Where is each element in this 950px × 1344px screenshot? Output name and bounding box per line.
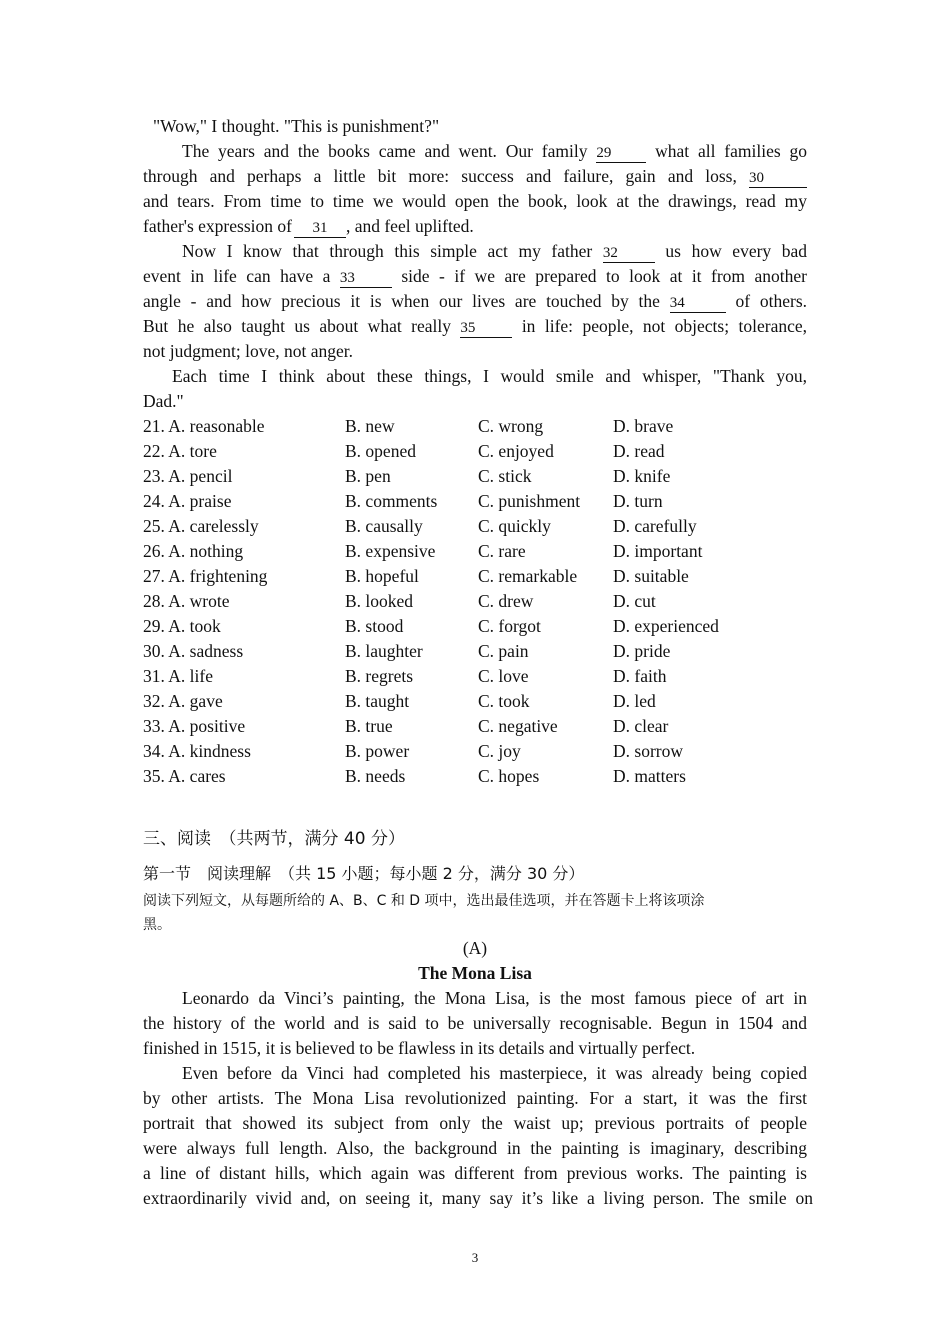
option-choice: B. true	[345, 716, 393, 736]
option-choice: D. pride	[613, 641, 671, 661]
option-choice: D. experienced	[613, 616, 719, 636]
passage-line	[172, 364, 807, 389]
passage-line	[143, 164, 807, 189]
option-row	[143, 464, 807, 489]
passage-line	[143, 389, 807, 414]
option-choice: D. led	[613, 691, 656, 711]
text: Now I know that through this simple act my father	[182, 241, 593, 261]
option-choice: C. hopes	[478, 766, 540, 786]
option-choice: B. expensive	[345, 541, 436, 561]
option-choice: B. comments	[345, 491, 438, 511]
page-number: 3	[471, 1250, 479, 1265]
passage-line	[182, 239, 807, 264]
option-row	[143, 514, 807, 539]
blank-33: 33	[340, 269, 392, 288]
text: father's expression of	[143, 216, 292, 236]
text: event in life can have a	[143, 266, 331, 286]
option-choice: C. pain	[478, 641, 529, 661]
text: and tears. From time to time we would open the book, look at the drawings, read my	[143, 191, 807, 211]
option-row	[143, 414, 807, 439]
text: us how every bad	[665, 241, 808, 261]
option-choice: 22. A. tore	[143, 441, 217, 461]
blank-35: 35	[460, 319, 512, 338]
option-choice: 24. A. praise	[143, 491, 232, 511]
option-choice: 30. A. sadness	[143, 641, 244, 661]
option-choice: D. faith	[613, 666, 667, 686]
option-choice: C. joy	[478, 741, 521, 761]
passage-line	[143, 214, 807, 239]
reading-title: The Mona Lisa	[418, 963, 532, 983]
option-choice: 31. A. life	[143, 666, 213, 686]
option-row	[143, 714, 807, 739]
text: side - if we are prepared to look at it from another	[401, 266, 808, 286]
text: not judgment; love, not anger.	[143, 341, 353, 361]
option-choice: D. brave	[613, 416, 674, 436]
option-choice: D. important	[613, 541, 703, 561]
option-choice: B. new	[345, 416, 395, 436]
option-choice: C. negative	[478, 716, 558, 736]
option-choice: 25. A. carelessly	[143, 516, 259, 536]
passage-line	[153, 114, 817, 139]
option-choice: 35. A. cares	[143, 766, 226, 786]
option-choice: 29. A. took	[143, 616, 221, 636]
option-choice: C. took	[478, 691, 530, 711]
option-choice: B. looked	[345, 591, 414, 611]
passage-line	[143, 289, 807, 314]
option-choice: D. suitable	[613, 566, 689, 586]
option-choice: C. enjoyed	[478, 441, 554, 461]
option-choice: B. stood	[345, 616, 404, 636]
option-choice: C. drew	[478, 591, 534, 611]
text: But he also taught us about what really	[143, 316, 451, 336]
section-title: 三、阅读 （共两节，满分 40 分）	[143, 829, 405, 849]
blank-30: 30	[749, 169, 807, 188]
option-choice: D. clear	[613, 716, 669, 736]
passage-line	[182, 139, 807, 164]
option-choice: B. pen	[345, 466, 391, 486]
option-choice: 21. A. reasonable	[143, 416, 265, 436]
option-row	[143, 564, 807, 589]
text: what all families go	[655, 141, 807, 161]
option-choice: D. turn	[613, 491, 663, 511]
reading-label: (A)	[462, 938, 488, 958]
option-choice: D. sorrow	[613, 741, 683, 761]
option-choice: B. hopeful	[345, 566, 419, 586]
option-row	[143, 639, 807, 664]
option-choice: B. needs	[345, 766, 406, 786]
text: Dad."	[143, 391, 184, 411]
option-choice: B. opened	[345, 441, 416, 461]
blank-31: 31	[294, 219, 346, 238]
option-row	[143, 439, 807, 464]
reading-line: a line of distant hills, which again was different from previous works. The painting is	[143, 1163, 807, 1183]
option-choice: 34. A. kindness	[143, 741, 251, 761]
option-row	[143, 664, 807, 689]
option-choice: 33. A. positive	[143, 716, 246, 736]
reading-line: were always full length. Also, the background in the painting is imaginary, describing	[143, 1138, 807, 1158]
option-choice: 28. A. wrote	[143, 591, 230, 611]
option-choice: C. love	[478, 666, 529, 686]
reading-line: extraordinarily vivid and, on seeing it, many say it’s like a living person. The smile on	[143, 1188, 813, 1208]
option-row	[143, 539, 807, 564]
option-choice: D. cut	[613, 591, 656, 611]
option-choice: D. matters	[613, 766, 686, 786]
passage-line	[143, 264, 807, 289]
option-choice: C. stick	[478, 466, 532, 486]
text: , and feel uplifted.	[345, 216, 474, 236]
option-choice: 26. A. nothing	[143, 541, 244, 561]
reading-line: Leonardo da Vinci’s painting, the Mona Lisa, is the most famous piece of art in	[182, 988, 807, 1008]
option-choice: C. remarkable	[478, 566, 578, 586]
passage-line	[143, 314, 807, 339]
option-row	[143, 589, 807, 614]
option-choice: B. laughter	[345, 641, 423, 661]
option-choice: C. quickly	[478, 516, 551, 536]
option-choice: B. taught	[345, 691, 410, 711]
instructions: 阅读下列短文，从每题所给的 A、B、C 和 D 项中，选出最佳选项，并在答题卡上将该项涂	[143, 893, 705, 909]
option-row	[143, 689, 807, 714]
instructions-cont: 黑。	[143, 917, 171, 933]
reading-line: by other artists. The Mona Lisa revolutionized painting. For a start, it was the first	[143, 1088, 807, 1108]
option-choice: D. carefully	[613, 516, 697, 536]
option-choice: C. punishment	[478, 491, 581, 511]
option-choice: C. wrong	[478, 416, 544, 436]
passage-line	[143, 339, 807, 364]
option-choice: C. rare	[478, 541, 526, 561]
option-row	[143, 739, 807, 764]
reading-line: finished in 1515, it is believed to be flawless in its details and virtually perfect.	[143, 1038, 696, 1058]
text: "Wow," I thought. "This is punishment?"	[153, 116, 440, 136]
text: The years and the books came and went. Our family	[182, 141, 588, 161]
option-choice: D. knife	[613, 466, 671, 486]
option-choice: B. regrets	[345, 666, 414, 686]
text: of others.	[735, 291, 808, 311]
reading-line: Even before da Vinci had completed his masterpiece, it was already being copied	[182, 1063, 807, 1083]
option-choice: 32. A. gave	[143, 691, 223, 711]
blank-34: 34	[670, 294, 726, 313]
reading-line: the history of the world and is said to be universally recognisable. Begun in 1504 and	[143, 1013, 807, 1033]
passage-line	[143, 189, 807, 214]
option-choice: B. power	[345, 741, 410, 761]
text: Each time I think about these things, I would smile and whisper, "Thank you,	[172, 366, 807, 386]
section-subtitle: 第一节 阅读理解 （共 15 小题；每小题 2 分，满分 30 分）	[143, 864, 585, 883]
option-choice: 27. A. frightening	[143, 566, 268, 586]
text: through and perhaps a little bit more: success and failure, gain and loss,	[143, 166, 737, 186]
blank-32: 32	[603, 244, 655, 263]
option-row	[143, 489, 807, 514]
option-choice: B. causally	[345, 516, 423, 536]
option-row	[143, 764, 807, 789]
text: in life: people, not objects; tolerance,	[521, 316, 808, 336]
blank-29: 29	[596, 144, 646, 163]
option-choice: D. read	[613, 441, 665, 461]
option-choice: C. forgot	[478, 616, 541, 636]
option-row	[143, 614, 807, 639]
reading-line: portrait that showed its subject from only the waist up; previous portraits of people	[143, 1113, 807, 1133]
option-choice: 23. A. pencil	[143, 466, 233, 486]
text: angle - and how precious it is when our lives are touched by the	[143, 291, 660, 311]
